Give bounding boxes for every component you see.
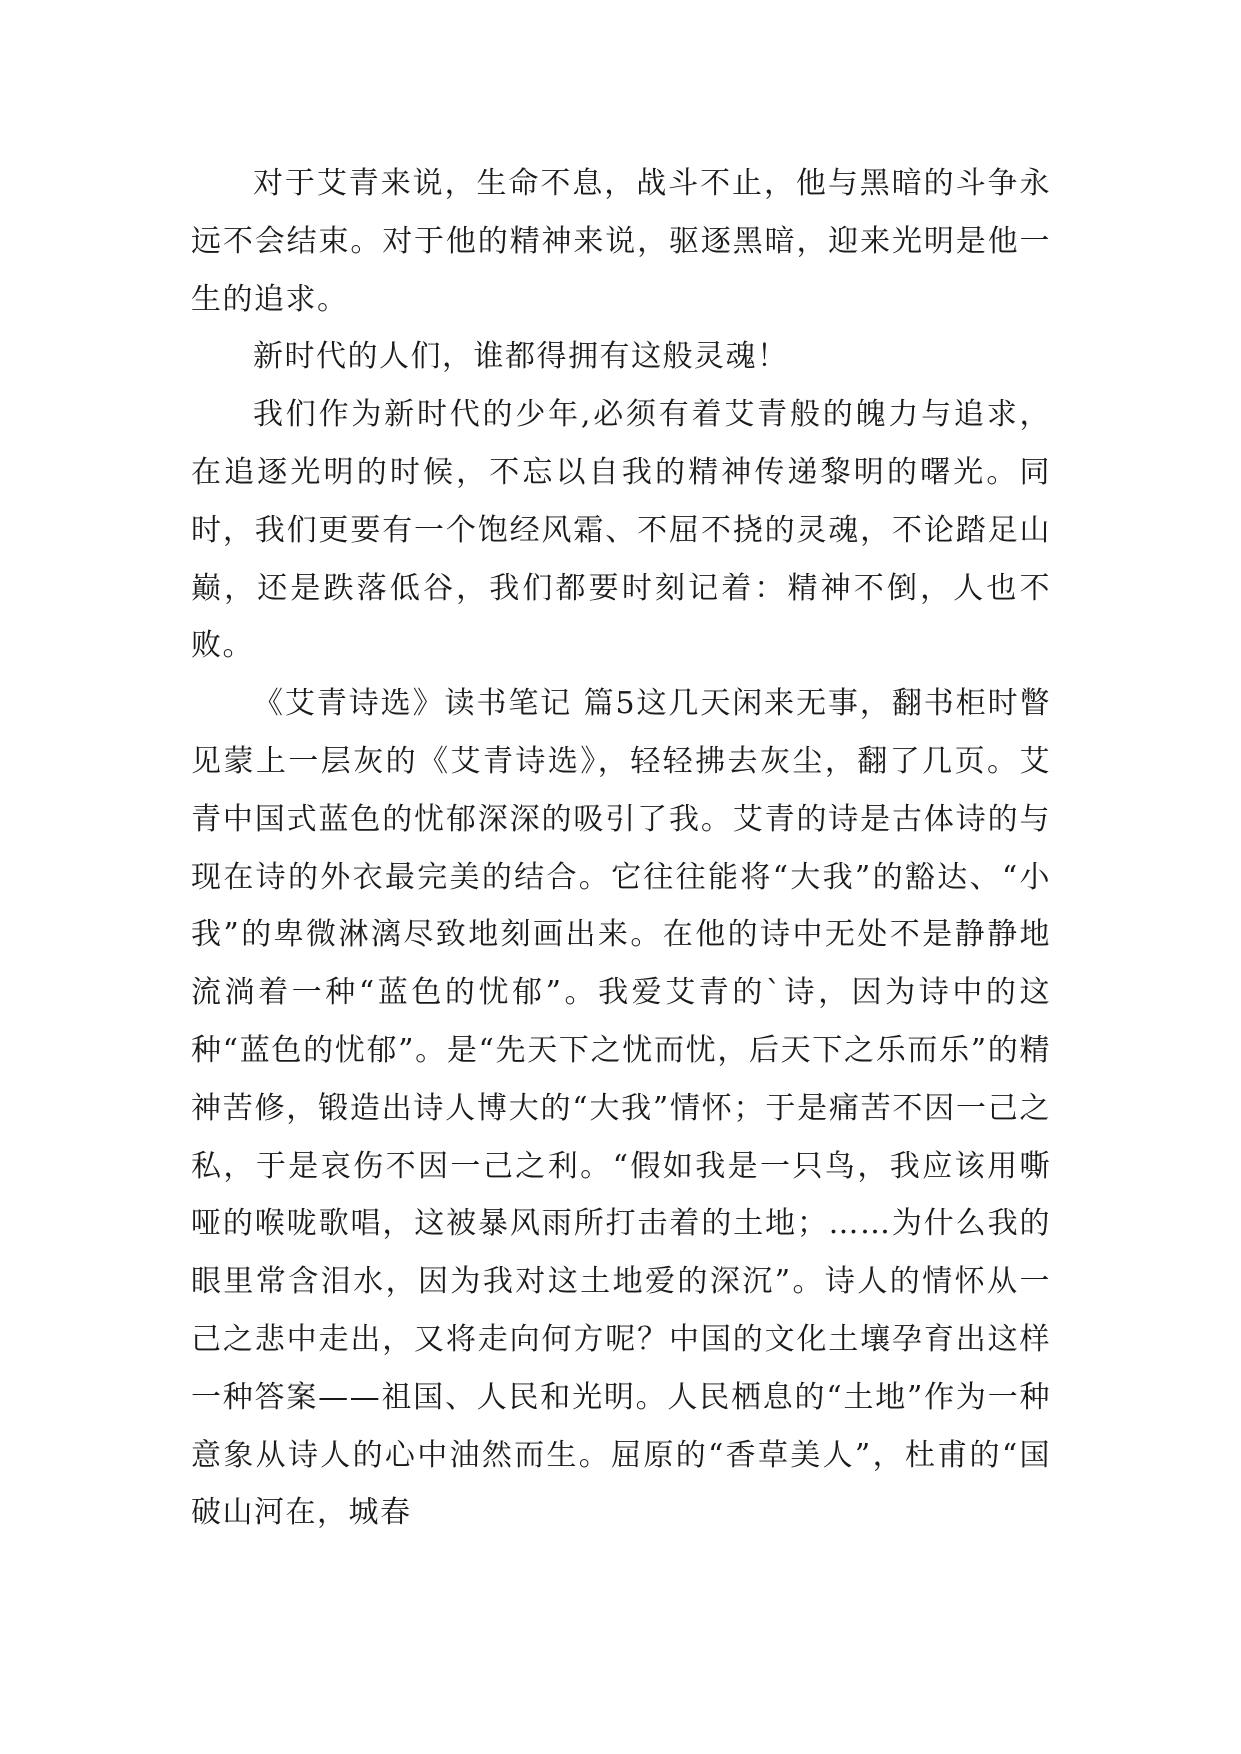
- paragraph-4: 《艾青诗选》读书笔记 篇5这几天闲来无事，翻书柜时瞥见蒙上一层灰的《艾青诗选》，轻轻拂去灰尘，翻了几页。艾青中国式蓝色的忧郁深深的吸引了我。艾青的诗是古体诗的与现在诗的外衣最完美的结合。它往往能将“大我”的豁达、“小我”的卑微淋漓尽致地刻画出来。在他的诗中无处不是静静地流淌着一种“蓝色的忧郁”。我爱艾青的`诗，因为诗中的这种“蓝色的忧郁”。是“先天下之忧而忧，后天下之乐而乐”的精神苦修，锻造出诗人博大的“大我”情怀；于是痛苦不因一己之私，于是哀伤不因一己之利。“假如我是一只鸟，我应该用嘶哑的喉咙歌唱，这被暴风雨所打击着的土地；……为什么我的眼里常含泪水，因为我对这土地爱的深沉”。诗人的情怀从一己之悲中走出，又将走向何方呢？中国的文化土壤孕育出这样一种答案——祖国、人民和光明。人民栖息的“土地”作为一种意象从诗人的心中油然而生。屈原的“香草美人”，杜甫的“国破山河在，城春: [191, 686, 1051, 1531]
- paragraph-3: 我们作为新时代的少年,必须有着艾青般的魄力与追求，在追逐光明的时候，不忘以自我的精神传递黎明的曙光。同时，我们更要有一个饱经风霜、不屈不挠的灵魂，不论踏足山巅，还是跌落低谷，我们都要时刻记着：精神不倒，人也不败。: [191, 397, 1051, 664]
- body-text: [191, 155, 1051, 1542]
- paragraph-2: 新时代的人们，谁都得拥有这般灵魂！: [253, 339, 789, 375]
- paragraph-1: 对于艾青来说，生命不息，战斗不止，他与黑暗的斗争永远不会结束。对于他的精神来说，驱逐黑暗，迎来光明是他一生的追求。: [191, 166, 1051, 317]
